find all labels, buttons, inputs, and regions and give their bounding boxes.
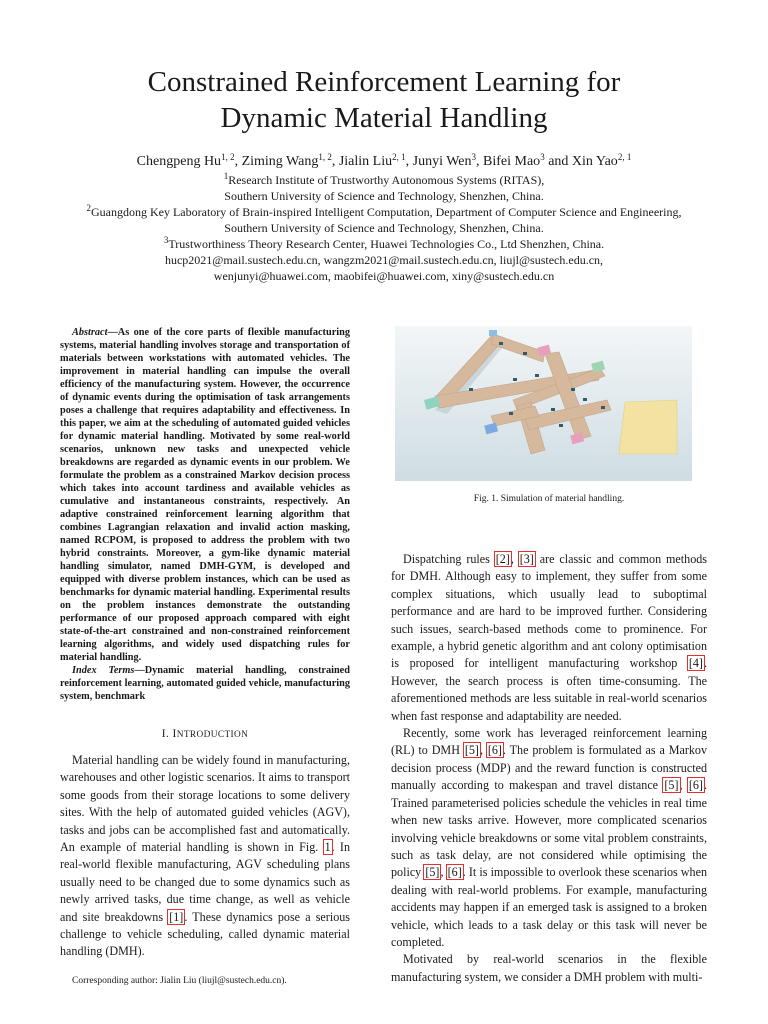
citation-link[interactable]: [4] bbox=[688, 656, 703, 671]
author: Bifei Mao$^3$ bbox=[483, 152, 545, 169]
citation-link[interactable]: [1] bbox=[169, 909, 184, 924]
introduction-paragraph-4: Motivated by real-world scenarios in the flexible manufacturing system, we consider a DMH problem with multi- bbox=[391, 952, 707, 984]
citation-link[interactable]: [3] bbox=[519, 552, 534, 566]
figure-1-caption: Fig. 1. Simulation of material handling. bbox=[473, 494, 625, 504]
citation-link[interactable]: [5] bbox=[425, 865, 440, 880]
figure-reference-link[interactable]: 1 bbox=[324, 840, 331, 855]
section-heading-introduction: I. INTRODUCTION bbox=[161, 728, 249, 740]
abstract: Abstract—As one of the core parts of flexible manufacturing systems, material handling involves storage and transportation of materials between workstations with automated vehicles. The improvement in material handling can impulse the overall efficiency of the manufacturing system. However, the occurrence of dynamic events during the optimisation of task arrangements poses a challenge that requires adaptability and effectiveness. In this paper, we aim at the scheduling of automated guided vehicles for dynamic material handling. Motivated by some real-world scenarios, unknown new tasks and unexpected vehicle breakdowns are regarded as dynamic events in our problem. We formulate the problem as a constrained Markov decision process which takes into account tardiness and available vehicles as cumulative and instantaneous constraints, respectively. An adaptive constrained reinforcement learning algorithm that combines Lagrangian relaxation and invalid action masking, named RCPOM, is proposed to address the problem with two hybrid constraints. Moreover, a gym-like dynamic material handling simulator, named DMH-GYM, is developed and equipped with diverse problem instances, which can be used as benchmarks for dynamic material handling. Experimental results on the problem instances demonstrate the outstanding performance of our proposed approach compared with eight state-of-the-art constrained and non-constrained reinforcement learning algorithms, and widely used dispatching rules for material handling. bbox=[60, 327, 350, 663]
citation-link[interactable]: [6] bbox=[688, 778, 703, 793]
paper-title bbox=[0, 64, 768, 136]
author-list: Chengpeng Hu$^{1, 2}$, Ziming Wang$^{1, 2}$, Jialin Liu$^{2, 1}$, Junyi Wen$^3$, Bifei Mao$^3$ and Xin Yao$^{2, 1}$ bbox=[136, 152, 632, 169]
author: Junyi Wen$^3$ bbox=[412, 152, 477, 169]
introduction-paragraph-1: Material handling can be widely found in manufacturing, warehouses and other logistic scenarios. It aims to transport some goods from their storage locations to some delivery sites. With the help of automated guided vehicles (AGV), tasks and jobs can be accomplished fast and automatically. An example of material handling is shown in Fig. 1. In real-world flexible manufacturing, AGV scheduling plans usually need to be changed due to some dynamics such as newly arrived tasks, due time change, as well as vehicle and site breakdowns [1]. These dynamics pose a serious challenge to vehicle scheduling, called dynamic material handling (DMH). bbox=[60, 753, 350, 959]
left-column bbox=[60, 326, 350, 987]
index-terms-text: Dynamic material handling, constrained reinforcement learning, automated guided vehicle, manufacturing system, benchmark bbox=[60, 665, 350, 702]
footnote: Corresponding author: Jialin Liu (liujl@sustech.edu.cn). bbox=[72, 975, 287, 986]
affiliations bbox=[0, 172, 768, 284]
paper-title-line-1: Constrained Reinforcement Learning for bbox=[147, 66, 621, 98]
author: Xin Yao$^{2, 1}$ bbox=[571, 152, 632, 169]
abstract-text: As one of the core parts of flexible manufacturing systems, material handling involves storage and transportation of materials between workstations with automated vehicles. The improvement in material handling can impulse the overall efficiency of the manufacturing system. However, the occurrence of dynamic events during the optimisation of task arrangements poses a challenge that requires adaptability and effectiveness. In this paper, we aim at the scheduling of automated guided vehicles for dynamic material handling. Motivated by some real-world scenarios, unknown new tasks and unexpected vehicle breakdowns are regarded as dynamic events in our problem. We formulate the problem as a constrained Markov decision process which takes into account tardiness and available vehicles as cumulative and instantaneous constraints, respectively. An adaptive constrained reinforcement learning algorithm that combines Lagrangian relaxation and invalid action masking, named RCPOM, is proposed to address the problem with two hybrid constraints. Moreover, a gym-like dynamic material handling simulator, named DMH-GYM, is developed and equipped with diverse problem instances, which can be used as benchmarks for dynamic material handling. Experimental results on the problem instances demonstrate the outstanding performance of our proposed approach compared with eight state-of-the-art constrained and non-constrained reinforcement learning algorithms, and widely used dispatching rules for material handling. bbox=[60, 327, 350, 663]
author: Jialin Liu$^{2, 1}$ bbox=[338, 152, 406, 169]
author: Chengpeng Hu$^{1, 2}$ bbox=[136, 152, 235, 169]
affiliation-1-line-1: $^1$Research Institute of Trustworthy Autonomous Systems (RITAS), bbox=[223, 171, 545, 187]
affiliation-3-line-1: $^3$Trustworthiness Theory Research Center, Huawei Technologies Co., Ltd Shenzhen, China. bbox=[163, 235, 605, 251]
figure-1-simulation-image bbox=[395, 326, 692, 481]
abstract-label: Abstract bbox=[72, 327, 108, 338]
citation-link[interactable]: [5] bbox=[464, 743, 479, 758]
introduction-paragraph-3: Recently, some work has leveraged reinforcement learning (RL) to DMH [5], [6]. The problem is formulated as a Markov decision process (MDP) and the reward function is constructed manually according to makespan and travel distance [5], [6]. Trained parameterised policies schedule the vehicles in real time when new tasks arrive. However, more complicated scenarios involving vehicle breakdowns or some vital problem constraints, such as task delay, are not considered while optimising the policy [5], [6]. It is impossible to overlook these scenarios when dealing with real-world problems. For example, manufacturing accidents may happen if an emerged task is assigned to a broken vehicle, which leads to a task delay or this task will never be completed. bbox=[391, 726, 708, 949]
right-column-text bbox=[391, 551, 707, 986]
citation-link[interactable]: [2] bbox=[495, 552, 510, 566]
index-terms: Index Terms—Dynamic material handling, constrained reinforcement learning, automated guided vehicle, manufacturing system, benchmark bbox=[60, 665, 350, 702]
citation-link[interactable]: [6] bbox=[447, 865, 462, 880]
parking-area bbox=[619, 400, 677, 454]
right-column bbox=[391, 326, 707, 986]
citation-link[interactable]: [6] bbox=[487, 743, 502, 758]
emails-line-2: wenjunyi@huawei.com, maobifei@huawei.com, xiny@sustech.edu.cn bbox=[213, 269, 555, 283]
affiliation-1-line-2: Southern University of Science and Technology, Shenzhen, China. bbox=[224, 189, 544, 203]
paper-title-line-2: Dynamic Material Handling bbox=[220, 102, 548, 134]
introduction-paragraph-2: Dispatching rules [2], [3] are classic and common methods for DMH. Although easy to implement, they suffer from some complex situations, which usually lead to suboptimal performance and are hard to be improved further. Considering such issues, search-based methods come to prominence. For example, a hybrid genetic algorithm and ant colony optimisation is proposed for intelligent manufacturing workshop [4]. However, the search process is often time-consuming. The aforementioned methods are less suitable in real-world scenarios when fast response and adaptability are needed. bbox=[391, 552, 708, 723]
affiliation-2-line-1: $^2$Guangdong Key Laboratory of Brain-inspired Intelligent Computation, Department of Computer Science and Engineering, bbox=[86, 203, 682, 219]
material-handling-simulation-render bbox=[395, 326, 692, 481]
index-terms-label: Index Terms bbox=[72, 665, 135, 676]
author: Ziming Wang$^{1, 2}$ bbox=[241, 152, 332, 169]
affiliation-2-line-2: Southern University of Science and Technology, Shenzhen, China. bbox=[224, 221, 544, 235]
citation-link[interactable]: [5] bbox=[664, 778, 679, 793]
station-top bbox=[489, 330, 497, 336]
emails-line-1: hucp2021@mail.sustech.edu.cn, wangzm2021@mail.sustech.edu.cn, liujl@sustech.edu.cn, bbox=[164, 253, 604, 267]
